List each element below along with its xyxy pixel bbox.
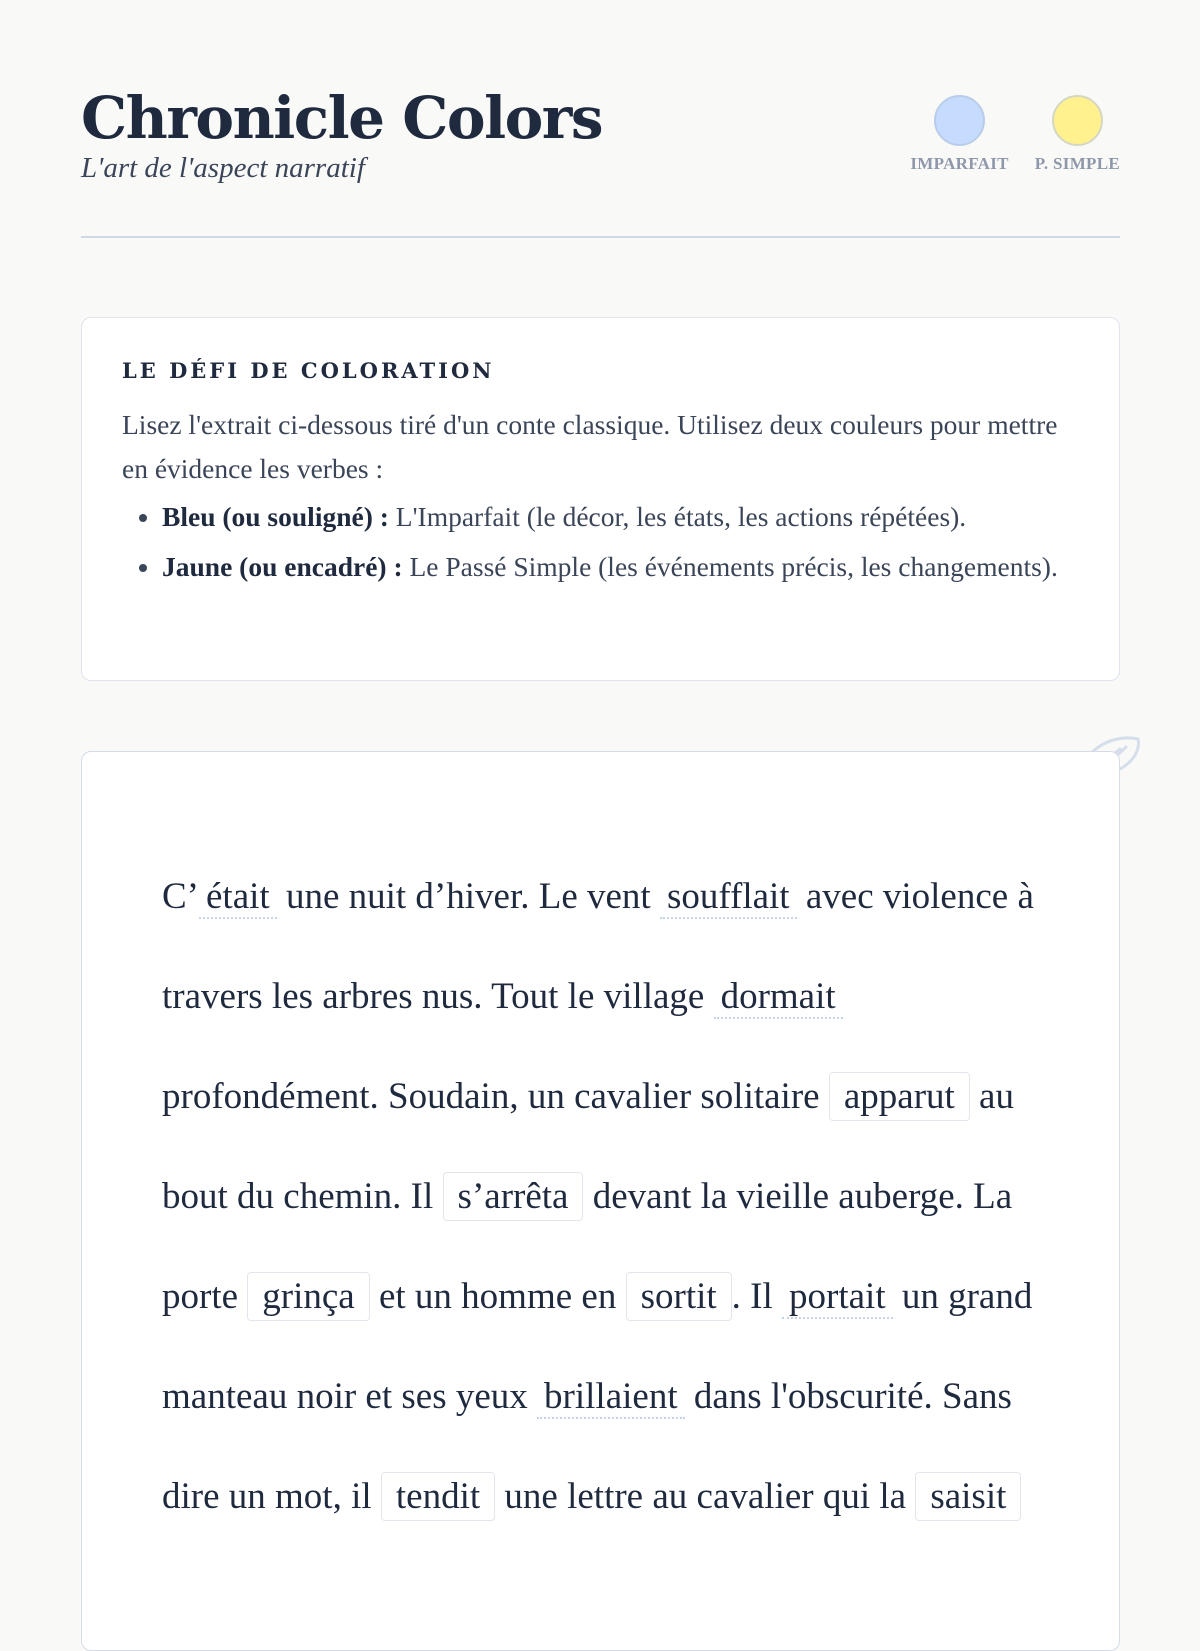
story-fragment: profondément. Soudain, un cavalier solitaire (162, 1076, 829, 1117)
story-fragment: C’ (162, 876, 199, 917)
page-title: Chronicle Colors (81, 84, 602, 152)
instruction-item-label: Bleu (ou souligné) : (162, 501, 389, 532)
story-text (162, 847, 1042, 1547)
verb-passe-simple[interactable]: sortit (626, 1272, 732, 1321)
verb-passe-simple[interactable]: apparut (829, 1072, 970, 1121)
page-header (81, 80, 1120, 238)
verb-passe-simple[interactable]: s’arrêta (443, 1172, 584, 1221)
instruction-item-label: Jaune (ou encadré) : (162, 551, 403, 582)
story-fragment: une lettre au cavalier qui la (495, 1476, 916, 1517)
instruction-item-text: L'Imparfait (le décor, les états, les actions répétées). (388, 501, 967, 532)
instruction-item-yellow (162, 545, 1079, 589)
verb-imparfait[interactable]: dormait (714, 976, 843, 1019)
verb-imparfait[interactable]: brillaient (537, 1376, 685, 1419)
story-fragment: une nuit d’hiver. Le vent (276, 876, 660, 917)
yellow-swatch[interactable] (1052, 95, 1103, 146)
story-fragment: avec violence à travers les arbres nus. Tout le village (162, 876, 1034, 1017)
verb-imparfait[interactable]: portait (782, 1276, 893, 1319)
verb-imparfait[interactable]: soufflait (660, 876, 797, 919)
color-legend (910, 95, 1120, 174)
instructions-heading: LE DÉFI DE COLORATION (122, 358, 495, 383)
verb-imparfait[interactable]: était (199, 876, 277, 919)
legend-label-passe-simple: P. SIMPLE (1034, 154, 1120, 173)
instruction-item-text: Le Passé Simple (les événements précis, les changements). (402, 551, 1058, 582)
page-subtitle: L'art de l'aspect narratif (81, 152, 365, 184)
legend-label-imparfait: IMPARFAIT (910, 154, 1009, 173)
story-fragment: au bout du chemin. Il (162, 1076, 1014, 1217)
story-fragment: et un homme en (369, 1276, 626, 1317)
story-fragment: dans l'obscurité. Sans dire un mot, il (162, 1376, 1012, 1517)
legend-passe-simple[interactable] (1035, 95, 1120, 174)
story-card (81, 751, 1120, 1651)
instructions-text: Lisez l'extrait ci-dessous tiré d'un conte classique. Utilisez deux couleurs pour mettre en évidence les verbes : (122, 409, 1058, 484)
story-fragment: . Il (731, 1276, 783, 1317)
instruction-item-blue (162, 495, 1079, 539)
story-fragment: un grand manteau noir et ses yeux (162, 1276, 1033, 1417)
verb-passe-simple[interactable]: tendit (381, 1472, 495, 1521)
instructions-list (122, 495, 1079, 589)
verb-passe-simple[interactable]: saisit (915, 1472, 1021, 1521)
verb-passe-simple[interactable]: grinça (247, 1272, 369, 1321)
story-fragment: devant la vieille auberge. La porte (162, 1176, 1013, 1317)
instructions-card (81, 317, 1120, 681)
blue-swatch[interactable] (934, 95, 985, 146)
legend-imparfait[interactable] (910, 95, 1008, 174)
